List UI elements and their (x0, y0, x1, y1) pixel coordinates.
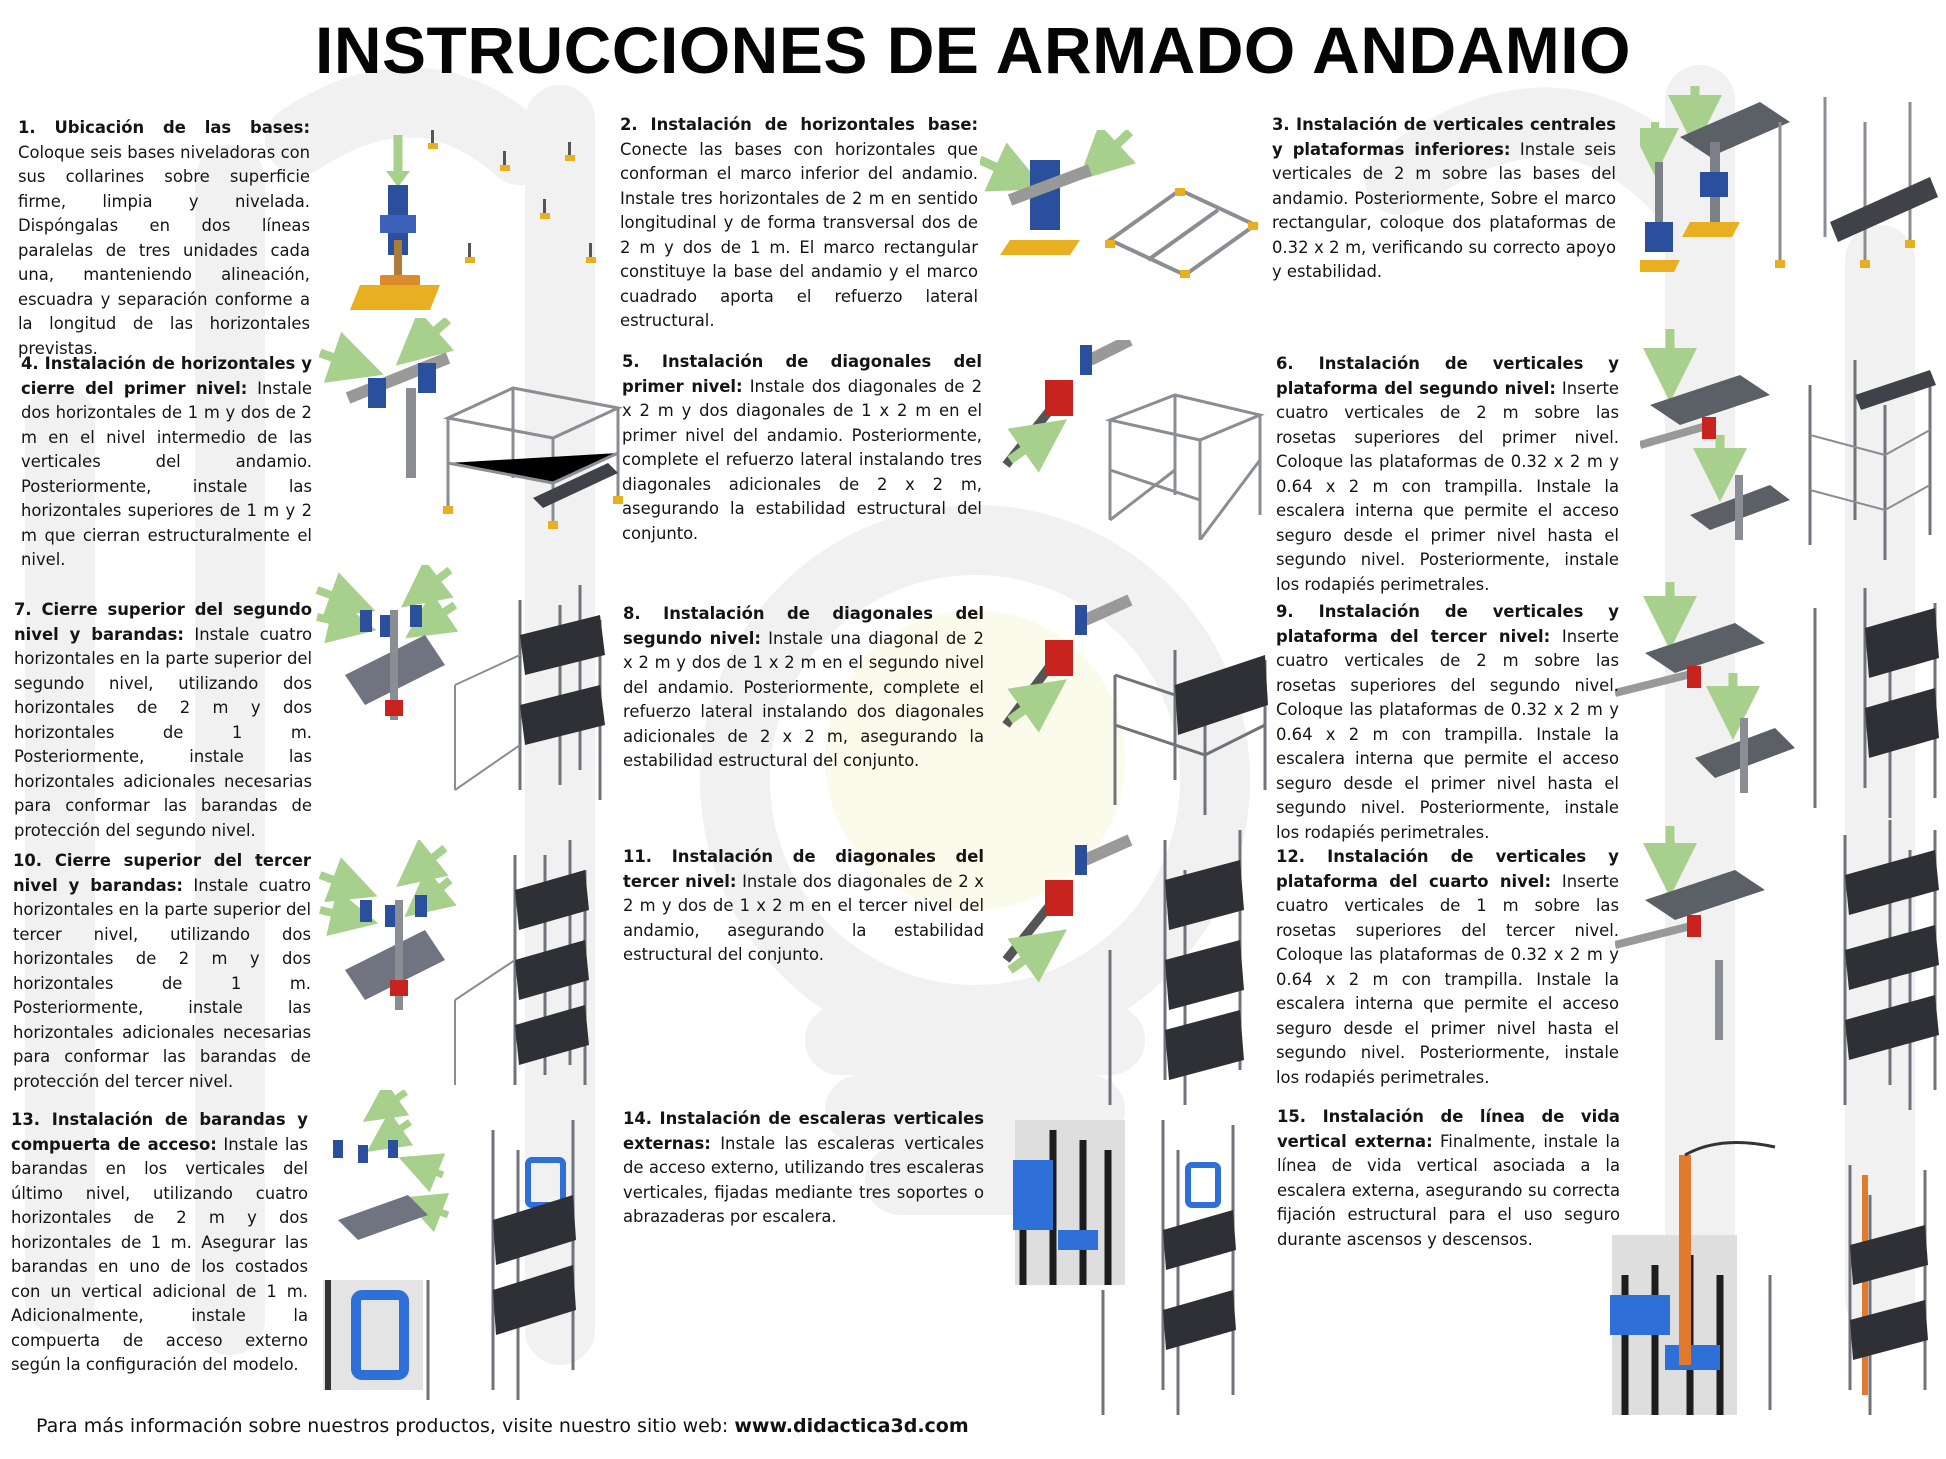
step-11-text (623, 845, 984, 968)
step-10-body: Instale cuatro horizontales en la parte superior del tercer nivel, utilizando dos horizontales de 2 m y dos horizontales de 1 m. Posteriormente, instale las horizontales adicionales necesarias para conformar las barandas de protección del tercer nivel. (13, 875, 311, 1091)
step-2-illustration (980, 130, 1260, 280)
step-7-text (14, 598, 312, 843)
step-12-illustration (1615, 820, 1945, 1110)
step-9-text (1276, 600, 1619, 845)
step-6-title: 6. Instalación de verticales y plataforma del segundo nivel: (1276, 354, 1619, 398)
step-4-illustration (318, 318, 638, 533)
step-13-title: 13. Instalación de barandas y compuerta de acceso: (11, 1110, 308, 1154)
step-8-text (623, 602, 984, 774)
step-4-title: 4. Instalación de horizontales y cierre del primer nivel: (21, 354, 312, 398)
step-12-text (1276, 845, 1619, 1090)
step-4-body: Instale dos horizontales de 1 m y dos de 2 m en el nivel intermedio de las verticales del andamio. Posteriormente, instale las horizontales superiores de 1 m y 2 m que cierran estructuralmente el nivel. (21, 378, 312, 569)
step-6-illustration (1640, 325, 1940, 565)
step-11-title: 11. Instalación de diagonales del tercer nivel: (623, 847, 984, 891)
step-14-illustration (1013, 1120, 1253, 1420)
step-3-text (1272, 113, 1616, 285)
step-10-title: 10. Cierre superior del tercer nivel y barandas: (13, 851, 311, 895)
step-3-body: Instale seis verticales de 2 m sobre las bases del andamio. Posteriormente, Sobre el marco rectangular, coloque dos plataformas de 0.32 x 2 m, verificando su correcto apoyo y estabilidad. (1272, 139, 1616, 281)
step-15-title: 15. Instalación de línea de vida vertical externa: (1277, 1107, 1620, 1151)
footer (36, 1415, 969, 1437)
step-2-text (620, 113, 978, 334)
step-15-text (1277, 1105, 1620, 1252)
step-8-body: Instale una diagonal de 2 x 2 m y dos de 1 x 2 m en el segundo nivel del andamio. Posteriormente, complete el refuerzo lateral instalando dos diagonales adicionales de 2 x 2 m, asegurando la estabilidad estructural del conjunto. (623, 628, 984, 770)
step-5-title: 5. Instalación de diagonales del primer nivel: (622, 352, 982, 396)
footer-website-link[interactable]: www.didactica3d.com (734, 1415, 969, 1437)
step-1-illustration (350, 125, 610, 310)
step-1-body: Coloque seis bases niveladoras con sus collarines sobre superficie firme, limpia y nivelada. Dispóngalas en dos líneas paralelas de tres unidades cada una, manteniendo alineación, escuadra y separación conforme a la longitud de las horizontales previstas. (18, 142, 310, 358)
step-11-body: Instale dos diagonales de 2 x 2 m y dos de 1 x 2 m en el tercer nivel del andamio, asegurando la estabilidad estructural del conjunto. (623, 871, 985, 964)
step-6-body: Inserte cuatro verticales de 2 m sobre las rosetas superiores del primer nivel. Coloque las plataformas de 0.32 x 2 m y 0.64 x 2 m con trampilla. Instale la escalera interna que permite el acceso seguro desde el primer nivel hasta el segundo nivel. Posteriormente, instale los rodapiés perimetrales. (1276, 378, 1619, 594)
step-14-body: Instale las escaleras verticales de acceso externo, utilizando tres escaleras verticales, fijadas mediante tres soportes o abrazaderas por escalera. (623, 1133, 984, 1226)
step-10-text (13, 849, 311, 1094)
step-11-illustration (1000, 820, 1280, 1110)
step-7-body: Instale cuatro horizontales en la parte superior del segundo nivel, utilizando dos horizontales de 2 m y dos horizontales de 1 m. Posteriormente, instale las horizontales adicionales necesarias para conformar las barandas de protección del segundo nivel. (14, 624, 312, 840)
step-8-title: 8. Instalación de diagonales del segundo nivel: (623, 604, 984, 648)
step-13-illustration (318, 1090, 648, 1400)
step-9-body: Inserte cuatro verticales de 2 m sobre las rosetas superiores del segundo nivel. Coloque las plataformas de 0.32 x 2 m y 0.64 x 2 m con trampilla. Instale la escalera interna que permite el acceso seguro desde el primer nivel hasta el segundo nivel. Posteriormente, instale los rodapiés perimetrales. (1276, 626, 1619, 842)
step-2-title: 2. Instalación de horizontales base: (620, 115, 978, 134)
step-9-illustration (1615, 578, 1945, 818)
step-12-body: Inserte cuatro verticales de 1 m sobre las rosetas superiores del tercer nivel. Coloque las plataformas de 0.32 x 2 m y 0.64 x 2 m con trampilla. Instale la escalera interna que permite el acceso seguro desde el primer nivel hasta el segundo nivel. Posteriormente, instale los rodapiés perimetrales. (1276, 871, 1619, 1087)
step-15-body: Finalmente, instale la línea de vida vertical asociada a la escalera externa, asegurando su correcta fijación estructural para el uso seguro durante ascensos y descensos. (1277, 1131, 1620, 1249)
step-8-illustration (1000, 595, 1280, 815)
step-5-illustration (1000, 340, 1270, 540)
page-title: INSTRUCCIONES DE ARMADO ANDAMIO (315, 13, 1631, 87)
step-12-title: 12. Instalación de verticales y plataforma del cuarto nivel: (1276, 847, 1619, 891)
step-13-text (11, 1108, 308, 1378)
step-5-body: Instale dos diagonales de 2 x 2 m y dos diagonales de 1 x 2 m en el primer nivel del andamio. Posteriormente, complete el refuerzo lateral instalando tres diagonales adicionales de 2 x 2 m, asegurando la estabilidad estructural del conjunto. (622, 376, 982, 543)
step-4-text (21, 352, 312, 573)
step-14-title: 14. Instalación de escaleras verticales externas: (623, 1109, 984, 1153)
step-3-title: 3. Instalación de verticales centrales y plataformas inferiores: (1272, 115, 1616, 159)
step-7-illustration (315, 565, 645, 805)
step-10-illustration (315, 840, 645, 1085)
step-5-text (622, 350, 982, 546)
step-1-title: 1. Ubicación de las bases: (18, 118, 310, 137)
footer-text: Para más información sobre nuestros productos, visite nuestro sitio web: (36, 1415, 735, 1437)
step-1-text (18, 116, 310, 361)
step-9-title: 9. Instalación de verticales y plataforma del tercer nivel: (1276, 602, 1619, 646)
step-15-illustration (1610, 1135, 1945, 1415)
step-2-body: Conecte las bases con horizontales que conforman el marco inferior del andamio. Instale tres horizontales de 2 m en sentido longitudinal y de forma transversal dos de 2 m y dos de 1 m. El marco rectangular constituye la base del andamio y el marco cuadrado aporta el refuerzo lateral estructural. (620, 139, 978, 330)
step-6-text (1276, 352, 1619, 597)
step-7-title: 7. Cierre superior del segundo nivel y barandas: (14, 600, 312, 644)
step-14-text (623, 1107, 984, 1230)
step-3-illustration (1640, 82, 1940, 277)
step-13-body: Instale las barandas en los verticales del último nivel, utilizando cuatro horizontales de 2 m y dos horizontales de 1 m. Asegurar las barandas en uno de los costados con un vertical adicional de 1 m. Adicionalmente, instale la compuerta de acceso externo según la configuración del modelo. (11, 1134, 308, 1374)
